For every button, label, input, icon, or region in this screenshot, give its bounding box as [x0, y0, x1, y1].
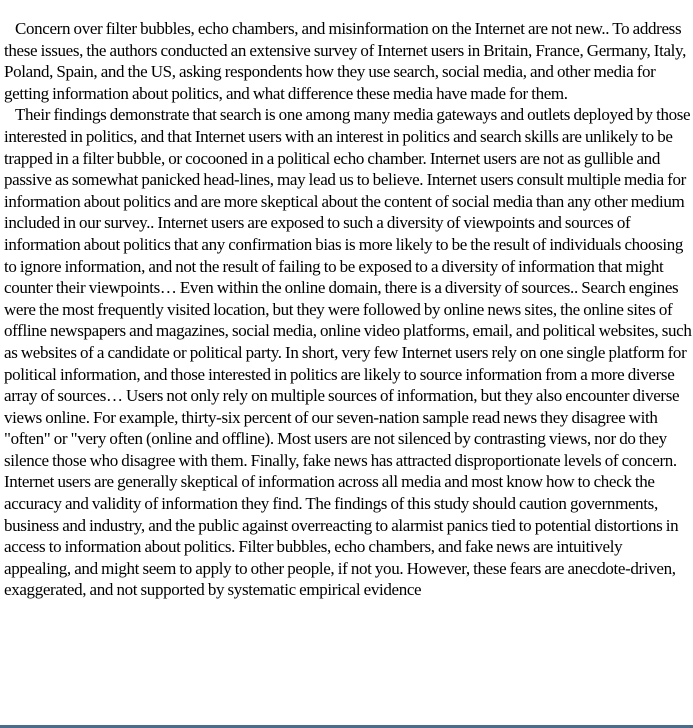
- paragraph-findings: Their findings demonstrate that search is one among many media gateways and outlets deployed by those interested in politics, and that Internet users with an interest in politics and search skills are unlikely to be trapped in a filter bubble, or cocooned in a political echo chamber. Internet users are not as gullible and passive as somewhat panicked head-lines, may lead us to believe. Internet users consult multiple media for information about politics and are more skeptical about the content of social media than any other medium included in our survey.. Internet users are exposed to such a diversity of viewpoints and sources of information about politics that any confirmation bias is more likely to be the result of individuals choosing to ignore information, and not the result of failing to be exposed to a diversity of information that might counter their viewpoints… Even within the online domain, there is a diversity of sources.. Search engines were the most frequently visited location, but they were followed by online news sites, the online sites of offline newspapers and magazines, social media, online video platforms, email, and political websites, such as websites of a candidate or political party. In short, very few Internet users rely on one single platform for political information, and those interested in politics are likely to source information from a more diverse array of sources… Users not only rely on multiple sources of information, but they also encounter diverse views online. For example, thirty-six percent of our seven-nation sample read news they disagree with "often" or "very often (online and offline). Most users are not silenced by contrasting views, nor do they silence those who disagree with them. Finally, fake news has attracted disproportionate levels of concern. Internet users are generally skeptical of information across all media and most know how to check the accuracy and validity of information they find. The findings of this study should caution governments, business and industry, and the public against overreacting to alarmist panics tied to potential distortions in access to information about politics. Filter bubbles, echo chambers, and fake news are intuitively appealing, and might seem to apply to other people, if not you. However, these fears are anecdote-driven, exaggerated, and not supported by systematic empirical evidence: [4, 105, 692, 600]
- paragraph-intro: Concern over filter bubbles, echo chambers, and misinformation on the Internet are not new.. To address these issues, the authors conducted an extensive survey of Internet users in Britain, France, Germany, Italy, Poland, Spain, and the US, asking respondents how they use search, social media, and other media for getting information about politics, and what difference these media have made for them.: [4, 19, 686, 103]
- document-body: [4, 18, 692, 601]
